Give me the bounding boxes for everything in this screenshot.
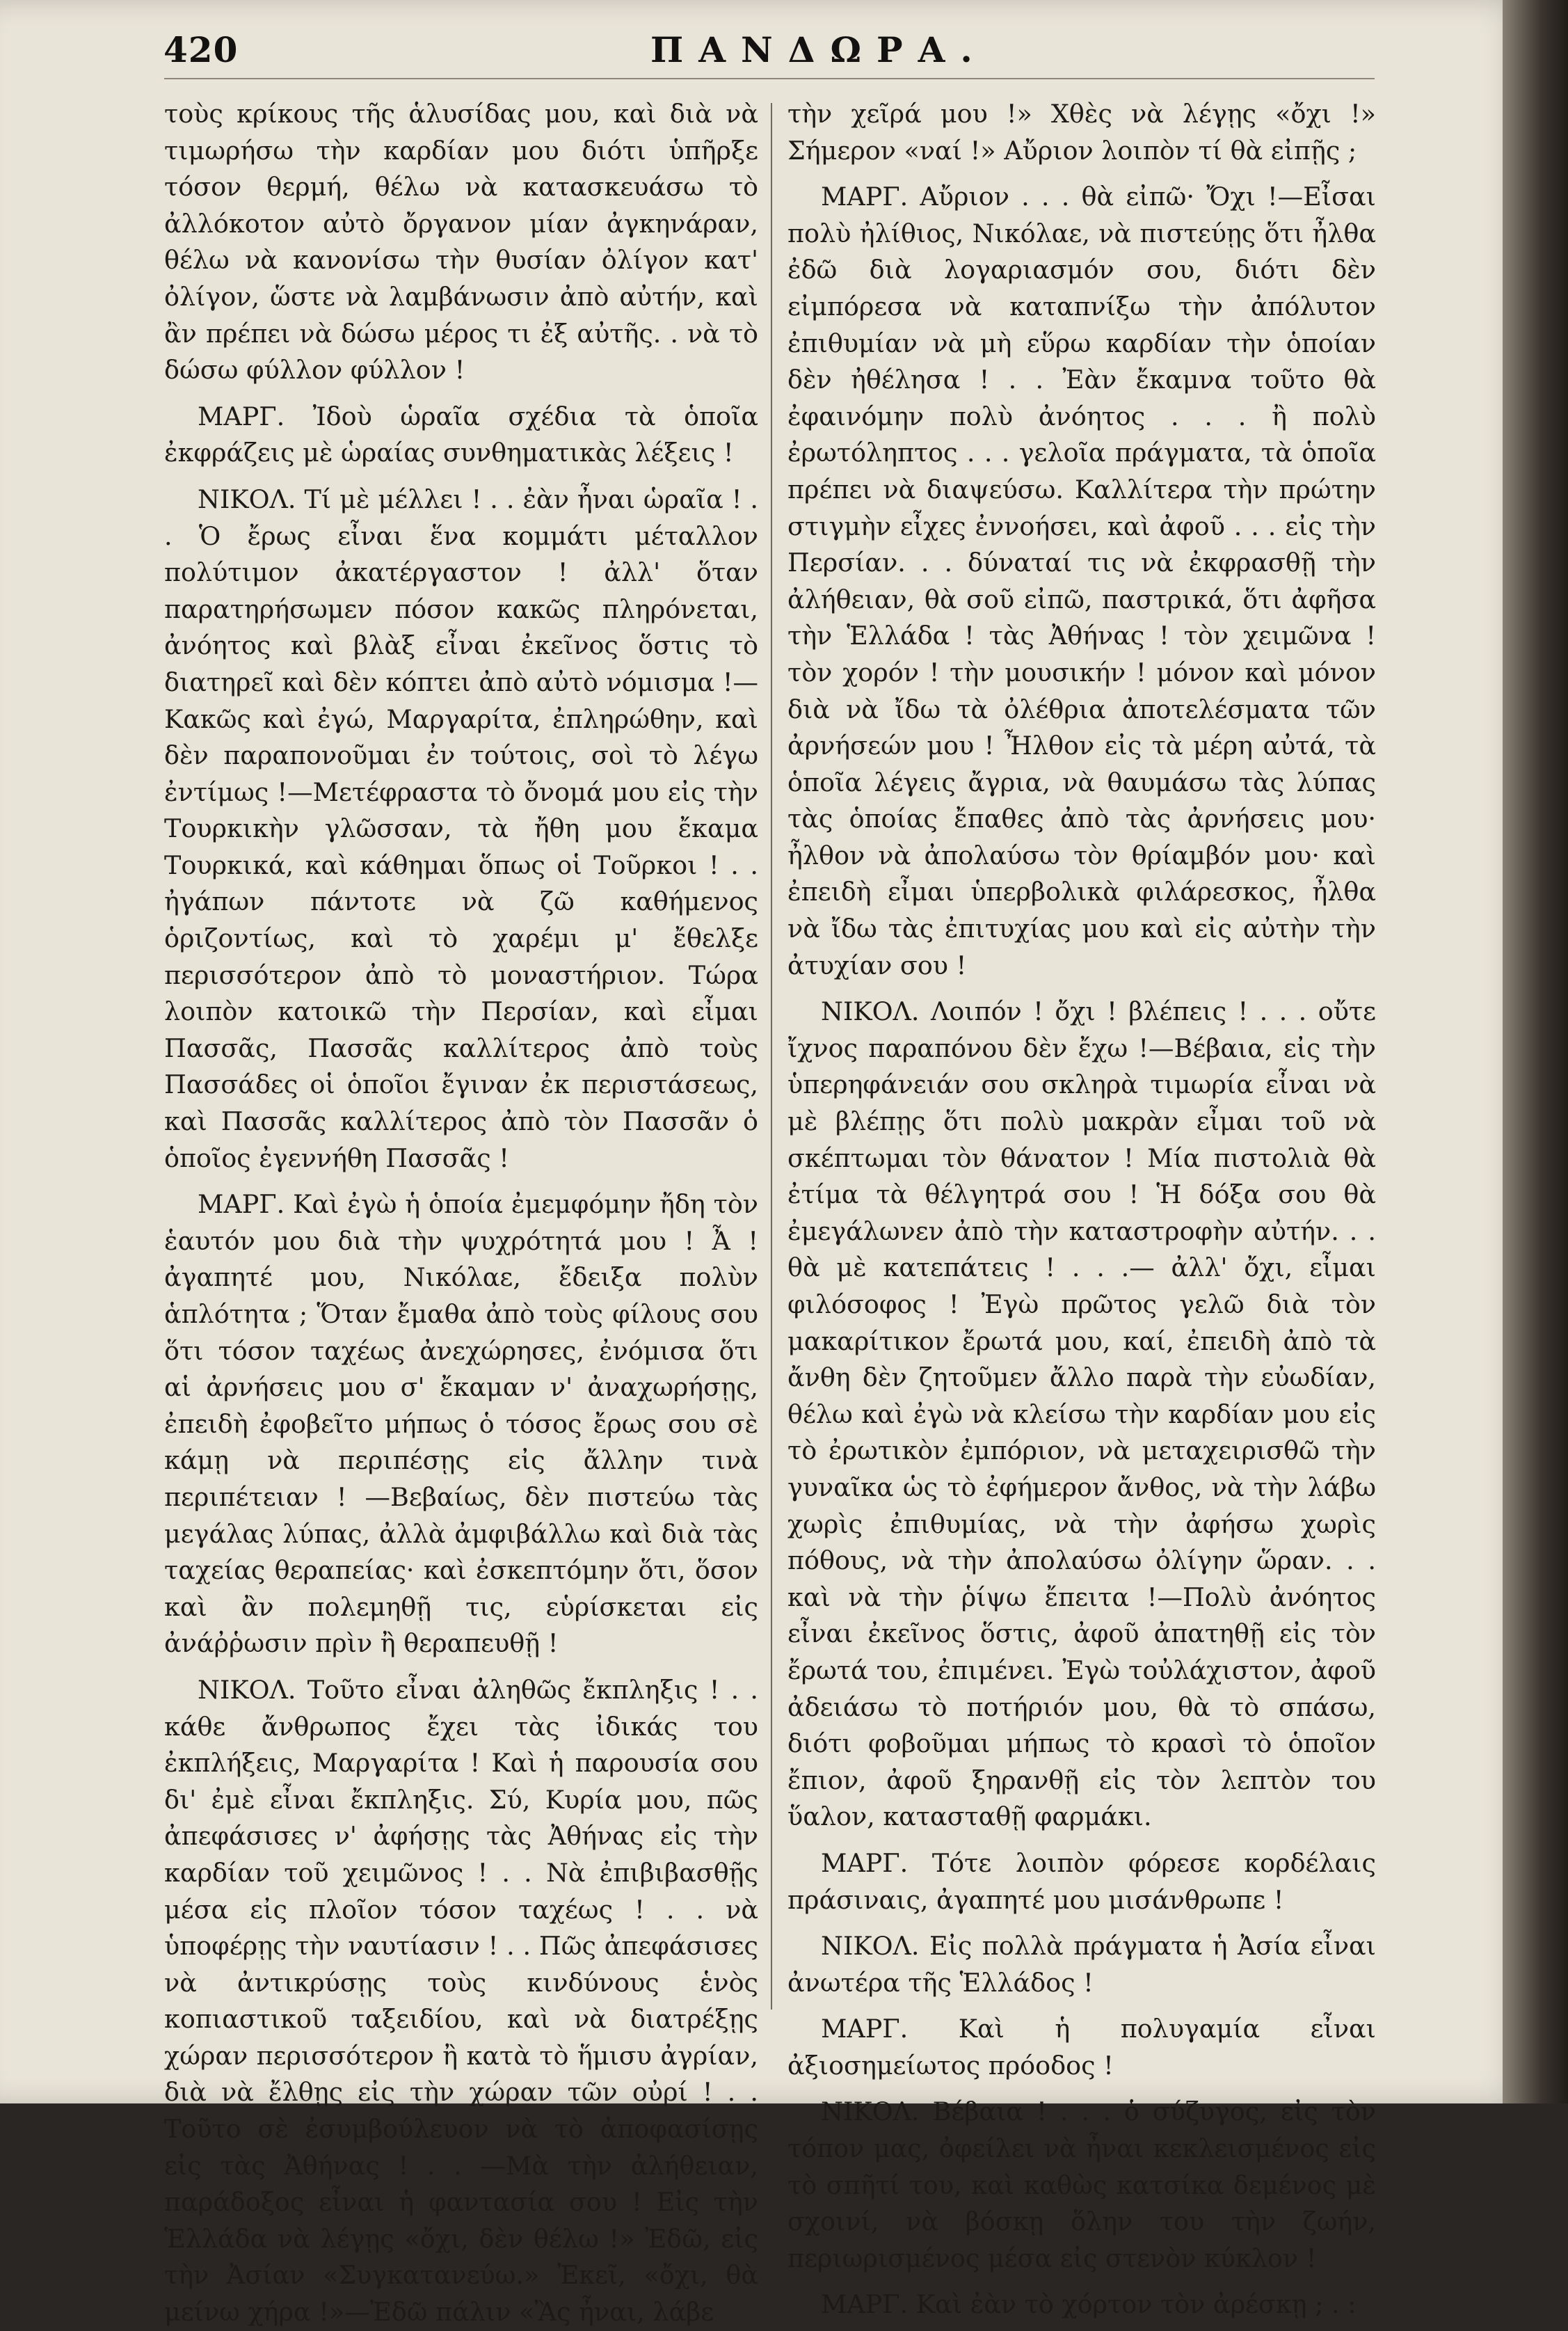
dialogue-paragraph: ΜΑΡΓ. Αὔριον . . . θὰ εἰπῶ· Ὄχι !—Εἶσαι πολὺ ἠλίθιος, Νικόλαε, νὰ πιστεύῃς ὅτι ἦλθα ἐδῶ διὰ λογαριασμόν σου, διότι δὲν εἰμπόρεσα νὰ καταπνίξω τὴν ἀπόλυτον ἐπιθυμίαν νὰ μὴ εὕρω καρδίαν τὴν ὁποίαν δὲν ἠθέλησα ! . . Ἐὰν ἔκαμνα τοῦτο θὰ ἐφαινόμην πολὺ ἀνόητος . . . ἢ πολὺ ἐρωτόληπτος . . . γελοῖα πράγματα, τὰ ὁποῖα πρέπει νὰ διαψεύσω. Καλλίτερα τὴν πρώτην στιγμὴν εἶχες ἐννοήσει, καὶ ἀφοῦ . . . εἰς τὴν Περσίαν. . . δύναταί τις νὰ ἐκφρασθῇ τὴν ἀλήθειαν, θὰ σοῦ εἰπῶ, παστρικά, ὅτι ἀφῆσα τὴν Ἑλλάδα ! τὰς Ἀθήνας ! τὸν χειμῶνα ! τὸν χορόν ! τὴν μουσικήν ! μόνον καὶ μόνον διὰ νὰ ἴδω τὰ ὀλέθρια ἀποτελέσματα τῶν ἀρνήσεών μου ! Ἦλθον εἰς τὰ μέρη αὐτά, τὰ ὁποῖα λέγεις ἄγρια, νὰ θαυμάσω τὰς λύπας τὰς ὁποίας ἔπαθες ἀπὸ τὰς ἀρνήσεις μου· ἦλθον νὰ ἀπολαύσω τὸν θρίαμβόν μου· καὶ ἐπειδὴ εἶμαι ὑπερβολικὰ φιλάρεσκος, ἦλθα νὰ ἴδω τὰς ἐπιτυχίας μου καὶ εἰς αὐτὴν τὴν ἀτυχίαν σου ! <box>787 182 1376 980</box>
paragraph: τοὺς κρίκους τῆς ἁλυσίδας μου, καὶ διὰ νὰ τιμωρήσω τὴν καρδίαν μου διότι ὑπῆρξε τόσον θερμή, θέλω νὰ κατασκευάσω τὸ ἀλλόκοτον αὐτὸ ὄργανον μίαν ἀγκηνάραν, θέλω νὰ κανονίσω τὴν θυσίαν ὀλίγον κατ' ὀλίγον, ὥστε νὰ λαμβάνωσιν ἀπὸ αὐτήν, καὶ ἂν πρέπει νὰ δώσω μέρος τι ἐξ αὐτῆς. . νὰ τὸ δώσω φύλλον φύλλον ! <box>164 99 758 385</box>
dialogue-paragraph: ΝΙΚΟΛ. Εἰς πολλὰ πράγματα ἡ Ἀσία εἶναι ἀνωτέρα τῆς Ἑλλάδος ! <box>787 1931 1376 1998</box>
dialogue-paragraph: ΜΑΡΓ. Ἰδοὺ ὡραῖα σχέδια τὰ ὁποῖα ἐκφράζεις μὲ ὡραίας συνθηματικὰς λέξεις ! <box>164 401 758 468</box>
dialogue-paragraph: ΝΙΚΟΛ. Βέβαια ! . . . ὁ σύζυγος, εἰς τὸν τόπον μας, ὀφείλει νὰ ἦναι κεκλεισμένος εἰς τὸ σπῆτί του, καὶ καθὼς κατσίκα δεμένος μὲ σχοινί, νὰ βόσκῃ ὅλην του τὴν ζωήν, περιωρισμένος μέσα εἰς στενὸν κύκλον ! <box>787 2097 1376 2273</box>
dialogue-paragraph: ΝΙΚΟΛ. Τοῦτο εἶναι ἀληθῶς ἔκπληξις ! . . κάθε ἄνθρωπος ἔχει τὰς ἰδικάς του ἐκπλήξεις, Μαργαρίτα ! Καὶ ἡ παρουσία σου δι' ἐμὲ εἶναι ἔκπληξις. Σύ, Κυρία μου, πῶς ἀπεφάσισες ν' ἀφήσῃς τὰς Ἀθήνας εἰς τὴν καρδίαν τοῦ χειμῶνος ! . . Νὰ ἐπιβιβασθῇς μέσα εἰς πλοῖον τόσον ταχέως ! . . νὰ ὑποφέρῃς τὴν ναυτίασιν ! . . Πῶς ἀπεφάσισες νὰ ἀντικρύσῃς τοὺς κινδύνους ἑνὸς κοπιαστικοῦ ταξειδίου, καὶ νὰ διατρέξῃς χώραν περισσότερον ἢ κατὰ τὸ ἥμισυ ἀγρίαν, διὰ νὰ ἔλθῃς εἰς τὴν χώραν τῶν οὐρί ! . . Τοῦτο σὲ ἐσυμβούλευον νὰ τὸ ἀποφασίσῃς εἰς τὰς Ἀθήνας ! . . —Μὰ τὴν ἀλήθειαν, παράδοξος εἶναι ἡ φαντασία σου ! Εἰς τὴν Ἑλλάδα νὰ λέγῃς «ὄχι, δὲν θέλω !» Ἐδῶ, εἰς τὴν Ἀσίαν «Συγκατανεύω.» Ἐκεῖ, «ὄχι, θὰ μείνω χήρα !»—Ἐδῶ πάλιν «Ἂς ἦναι, λάβε <box>164 1674 758 2328</box>
dialogue-paragraph: ΜΑΡΓ. Καὶ ἐὰν τὸ χόρτον τὸν ἀρέσκῃ ; . : <box>821 2289 1357 2320</box>
paragraph: τὴν χεῖρά μου !» Χθὲς νὰ λέγῃς «ὄχι !» Σήμερον «ναί !» Αὔριον λοιπὸν τί θὰ εἰπῇς ; <box>787 99 1376 166</box>
left-column <box>164 96 758 2331</box>
header-rule <box>164 78 1375 79</box>
page-number: 420 <box>163 29 239 70</box>
right-column <box>787 96 1376 2323</box>
column-divider <box>771 103 772 2010</box>
dialogue-paragraph: ΜΑΡΓ. Καὶ ἐγὼ ἡ ὁποία ἐμεμφόμην ἤδη τὸν ἑαυτόν μου διὰ τὴν ψυχρότητά μου ! Ἆ ! ἀγαπητέ μου, Νικόλαε, ἔδειξα πολὺν ἁπλότητα ; Ὅταν ἔμαθα ἀπὸ τοὺς φίλους σου ὅτι τόσον ταχέως ἀνεχώρησες, ἐνόμισα ὅτι αἱ ἀρνήσεις μου σ' ἔκαμαν ν' ἀναχωρήσῃς, ἐπειδὴ ἐφοβεῖτο μήπως ὁ τόσος ἔρως σου σὲ κάμῃ νὰ περιπέσῃς εἰς ἄλλην τινὰ περιπέτειαν ! —Βεβαίως, δὲν πιστεύω τὰς μεγάλας λύπας, ἀλλὰ ἀμφιβάλλω καὶ διὰ τὰς ταχείας θεραπείας· καὶ ἐσκεπτόμην ὅτι, ὅσον καὶ ἂν πολεμηθῇ τις, εὑρίσκεται εἰς ἀνάῤῥωσιν πρὶν ἢ θεραπευθῇ ! <box>164 1189 758 1659</box>
dialogue-paragraph: ΝΙΚΟΛ. Τί μὲ μέλλει ! . . ἐὰν ἦναι ὡραῖα ! . . Ὁ ἔρως εἶναι ἕνα κομμάτι μέταλλον πολύτιμον ἀκατέργαστον ! ἀλλ' ὅταν παρατηρήσωμεν πόσον κακῶς πληρόνεται, ἀνόητος καὶ βλὰξ εἶναι ἐκεῖνος ὅστις τὸ διατηρεῖ καὶ δὲν κόπτει ἀπὸ αὐτὸ νόμισμα !—Κακῶς καὶ ἐγώ, Μαργαρίτα, ἐπληρώθην, καὶ δὲν παραπονοῦμαι ἐν τούτοις, σοὶ τὸ λέγω ἐντίμως !—Μετέφραστα τὸ ὄνομά μου εἰς τὴν Τουρκικὴν γλῶσσαν, τὰ ἤθη μου ἔκαμα Τουρκικά, καὶ κάθημαι ὅπως οἱ Τοῦρκοι ! . . ἠγάπων πάντοτε νὰ ζῶ καθήμενος ὁριζοντίως, καὶ τὸ χαρέμι μ' ἔθελξε περισσότερον ἀπὸ τὸ μοναστήριον. Τώρα λοιπὸν κατοικῶ τὴν Περσίαν, καὶ εἶμαι Πασσᾶς, Πασσᾶς καλλίτερος ἀπὸ τοὺς Πασσάδες οἱ ὁποῖοι ἔγιναν ἐκ περιστάσεως, καὶ Πασσᾶς καλλίτερος ἀπὸ τὸν Πασσᾶν ὁ ὁποῖος ἐγεννήθη Πασσᾶς ! <box>164 484 758 1173</box>
dialogue-paragraph: ΝΙΚΟΛ. Λοιπόν ! ὄχι ! βλέπεις ! . . . οὔτε ἴχνος παραπόνου δὲν ἔχω !—Βέβαια, εἰς τὴν ὑπερηφάνειάν σου σκληρὰ τιμωρία εἶναι νὰ μὲ βλέπῃς ὅτι πολὺ μακρὰν εἶμαι τοῦ νὰ σκέπτωμαι τὸν θάνατον ! Μία πιστολιὰ θὰ ἐτίμα τὰ θέλγητρά σου ! Ἡ δόξα σου θὰ ἐμεγάλωνεν ἀπὸ τὴν καταστροφὴν αὐτήν. . . θὰ μὲ κατεπάτεις ! . . .— ἀλλ' ὄχι, εἶμαι φιλόσοφος ! Ἐγὼ πρῶτος γελῶ διὰ τὸν μακαρίτικον ἔρωτά μου, καί, ἐπειδὴ ἀπὸ τὰ ἄνθη δὲν ζητοῦμεν ἄλλο παρὰ τὴν εὐωδίαν, θέλω καὶ ἐγὼ νὰ κλείσω τὴν καρδίαν μου εἰς τὸ ἐρωτικὸν ἐμπόριον, νὰ μεταχειρισθῶ τὴν γυναῖκα ὡς τὸ ἐφήμερον ἄνθος, νὰ τὴν λάβω χωρὶς ἐπιθυμίας, νὰ τὴν ἀφήσω χωρὶς πόθους, νὰ τὴν ἀπολαύσω ὀλίγην ὥραν. . . καὶ νὰ τὴν ῥίψω ἔπειτα !—Πολὺ ἀνόητος εἶναι ἐκεῖνος ὅστις, ἀφοῦ ἀπατηθῇ εἰς τὸν ἔρωτά του, ἐπιμένει. Ἐγὼ τοὐλάχιστον, ἀφοῦ ἀδειάσω τὸ ποτήριόν μου, θὰ τὸ σπάσω, διότι φοβοῦμαι μήπως τὸ κρασὶ τὸ ὁποῖον ἔπιον, ἀφοῦ ξηρανθῇ εἰς τὸν λεπτὸν του ὕαλον, κατασταθῇ φαρμάκι. <box>787 996 1376 1832</box>
page-header <box>163 29 1416 78</box>
binding-shadow <box>1503 0 1568 2103</box>
running-title: ΠΑΝΔΩΡΑ. <box>650 29 988 70</box>
dialogue-paragraph: ΜΑΡΓ. Καὶ ἡ πολυγαμία εἶναι ἀξιοσημείωτος πρόοδος ! <box>787 2014 1376 2081</box>
dialogue-paragraph: ΜΑΡΓ. Τότε λοιπὸν φόρεσε κορδέλαις πράσιναις, ἀγαπητέ μου μισάνθρωπε ! <box>787 1847 1376 1915</box>
